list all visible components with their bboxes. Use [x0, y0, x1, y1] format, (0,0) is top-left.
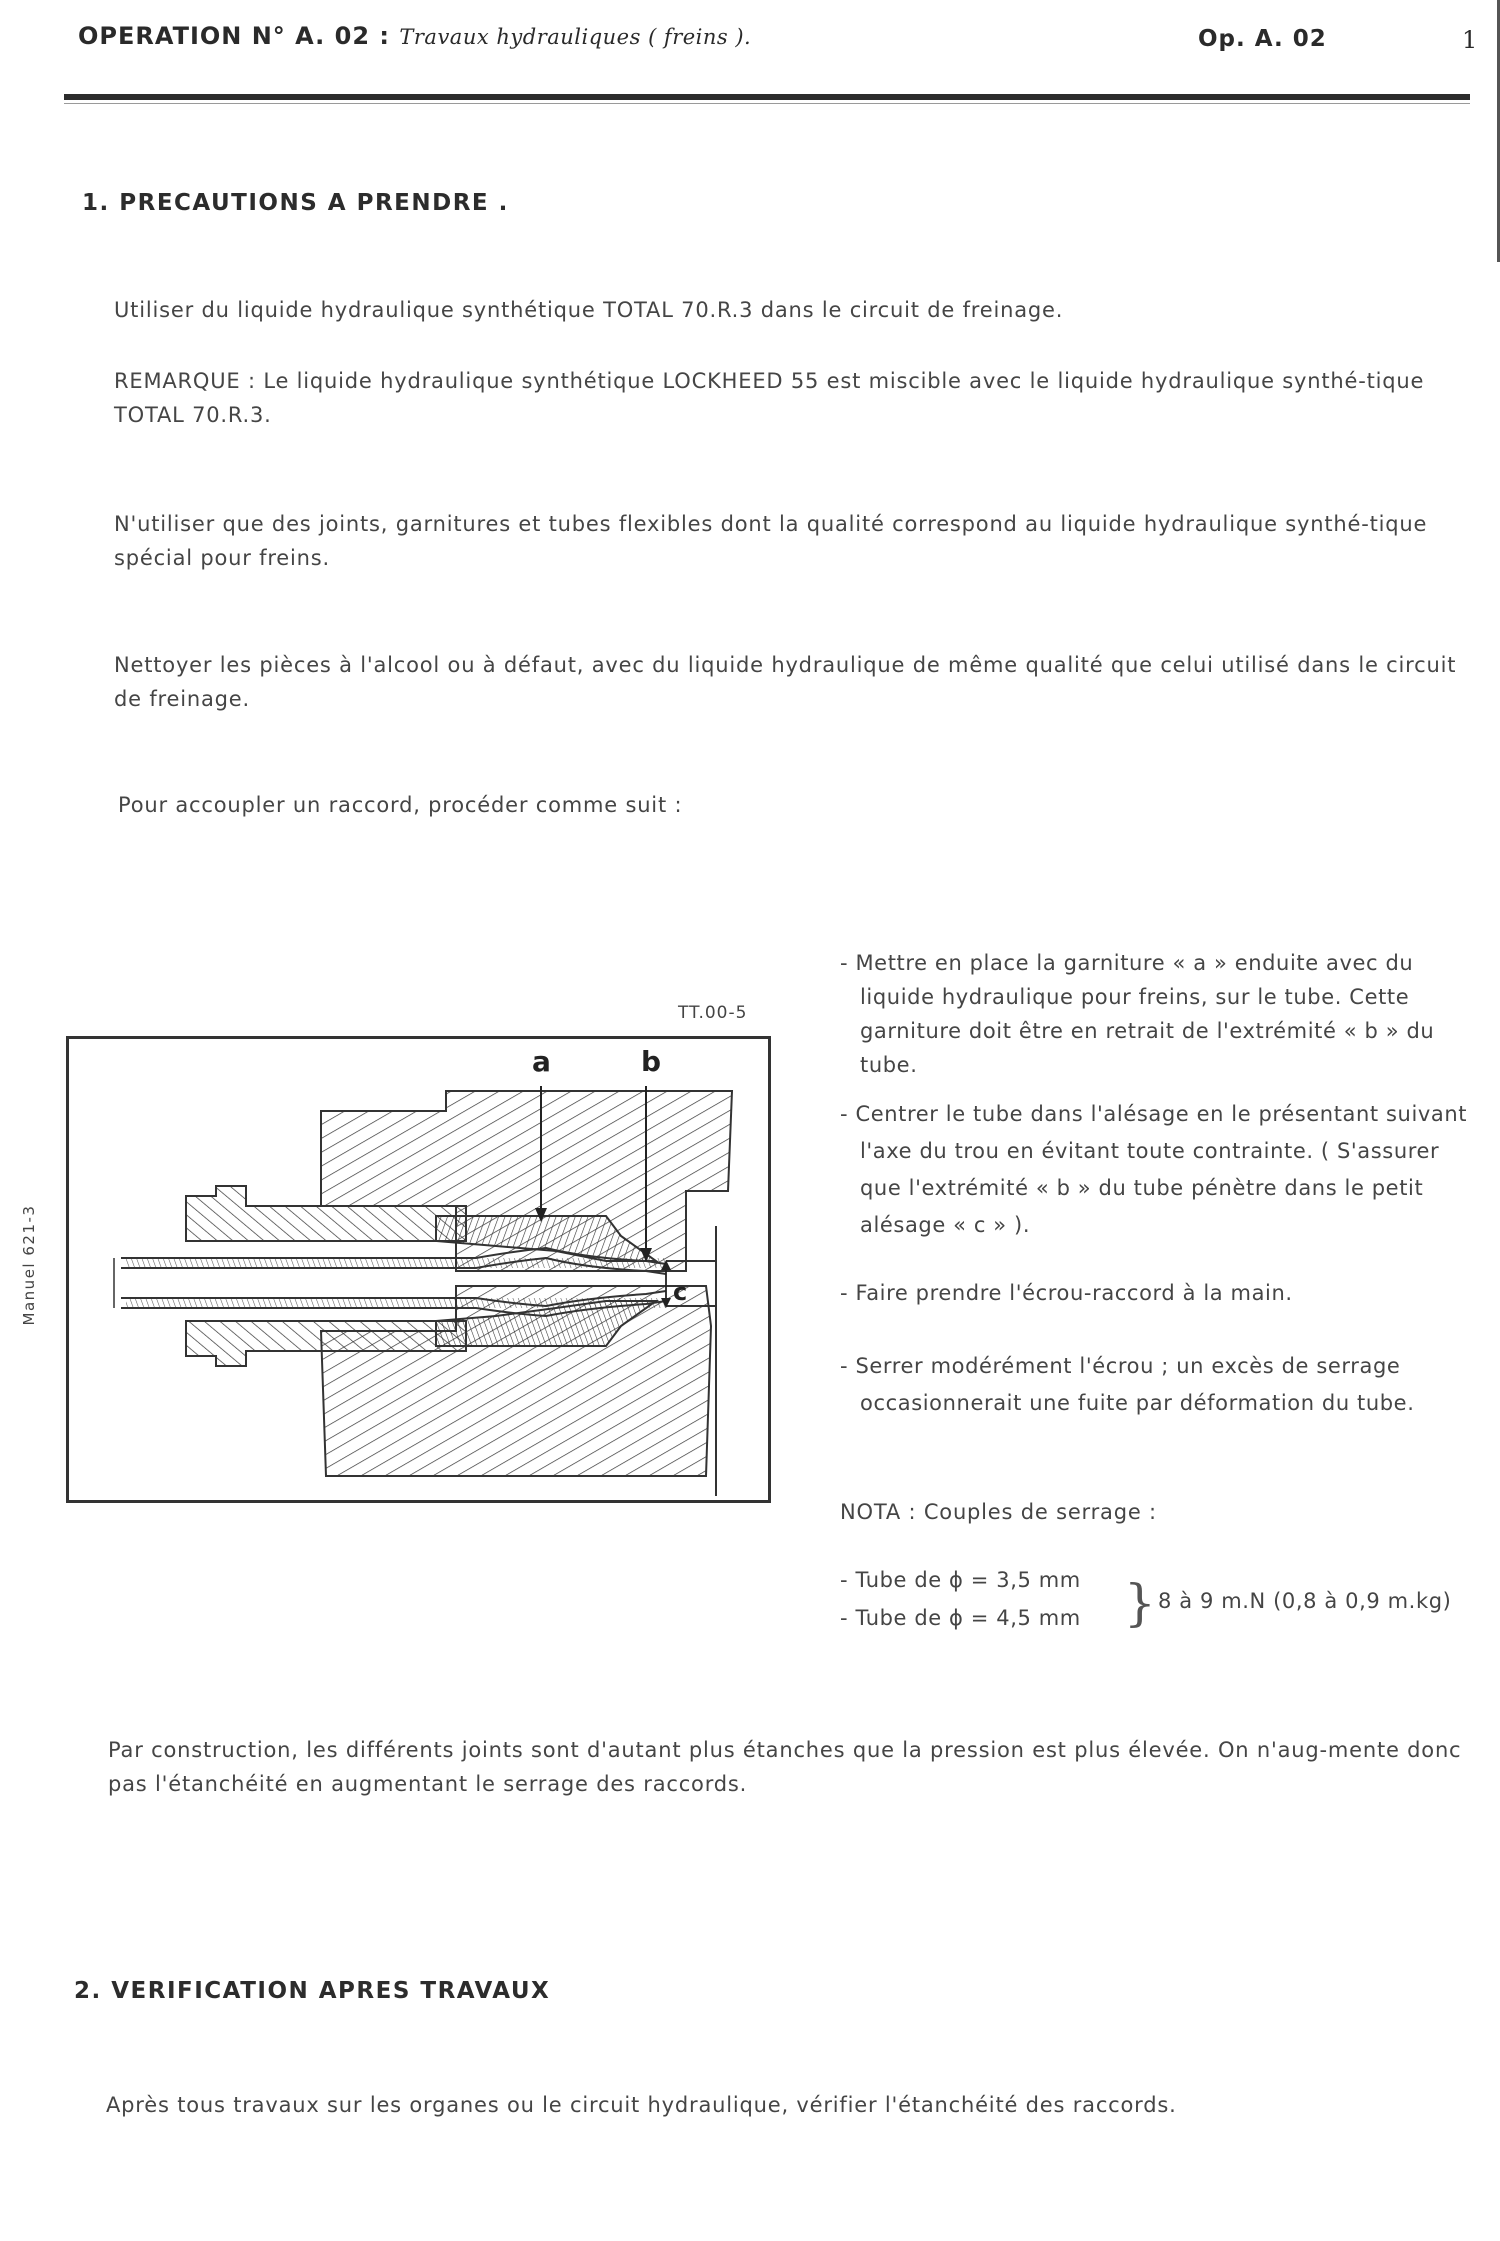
step-4-wrap	[840, 1348, 1480, 1422]
paragraph-verification: Après tous travaux sur les organes ou le circuit hydraulique, vérifier l'étanchéité des raccords.	[106, 2093, 1177, 2117]
paragraph-cleaning: Nettoyer les pièces à l'alcool ou à défaut, avec du liquide hydraulique de même qualité que celui utilisé dans le circuit de freinage.	[114, 653, 1457, 711]
paragraph-fluid: Utiliser du liquide hydraulique synthétique TOTAL 70.R.3 dans le circuit de freinage.	[114, 298, 1064, 322]
figure-reference: TT.00-5	[678, 1003, 748, 1023]
label-a: a	[532, 1045, 551, 1078]
tube-45: - Tube de ϕ = 4,5 mm	[840, 1606, 1081, 1630]
side-label-text: Manuel 621-3	[20, 1204, 38, 1326]
page-number: 1	[1462, 26, 1478, 54]
step-4: - Serrer modérément l'écrou ; un excès de serrage occasionnerait une fuite par déformation du tube.	[840, 1354, 1415, 1415]
label-c: c	[673, 1278, 688, 1306]
paragraph-remarque: REMARQUE : Le liquide hydraulique synthétique LOCKHEED 55 est miscible avec le liquide hydraulique synthé-tique TOTAL 70.R.3.	[114, 369, 1425, 427]
label-b: b	[641, 1045, 662, 1078]
tube-35: - Tube de ϕ = 3,5 mm	[840, 1568, 1081, 1592]
step-2-wrap	[840, 1096, 1480, 1244]
brace-glyph: }	[1124, 1574, 1156, 1632]
side-label	[14, 1190, 44, 1340]
paragraph-joints: N'utiliser que des joints, garnitures et tubes flexibles dont la qualité correspond au liquide hydraulique synthé-tique spécial pour freins.	[114, 512, 1428, 570]
step-3-wrap	[840, 1276, 1480, 1310]
step-2: - Centrer le tube dans l'alésage en le présentant suivant l'axe du trou en évitant toute contrainte. ( S'assurer que l'extrémité « b » du tube pénètre dans le petit alésage « c » ).	[840, 1102, 1468, 1237]
operation-heading	[78, 22, 751, 50]
paragraph-coupling: Pour accoupler un raccord, procéder comme suit :	[118, 793, 683, 817]
op-code: Op. A. 02	[1198, 26, 1327, 52]
step-1: - Mettre en place la garniture « a » enduite avec du liquide hydraulique pour freins, sur le tube. Cette garniture doit être en retrait de l'extrémité « b » du tube.	[840, 951, 1435, 1077]
section-1-title: 1. PRECAUTIONS A PRENDRE .	[82, 190, 509, 216]
operation-number: OPERATION N° A. 02 :	[78, 22, 400, 50]
section-2-title: 2. VERIFICATION APRES TRAVAUX	[74, 1978, 551, 2004]
header-rule	[64, 94, 1470, 100]
steps-list	[840, 946, 1480, 1082]
torque-value: 8 à 9 m.N (0,8 à 0,9 m.kg)	[1158, 1589, 1452, 1613]
coupling-diagram	[66, 1036, 771, 1503]
operation-title: Travaux hydrauliques ( freins ).	[399, 25, 752, 49]
header-rule-thin	[64, 103, 1470, 104]
nota-title: NOTA : Couples de serrage :	[840, 1500, 1157, 1524]
step-3: - Faire prendre l'écrou-raccord à la main.	[840, 1281, 1293, 1305]
paragraph-construction: Par construction, les différents joints sont d'autant plus étanches que la pression est plus élevée. On n'aug-mente donc pas l'étanchéité en augmentant le serrage des raccords.	[108, 1738, 1462, 1796]
